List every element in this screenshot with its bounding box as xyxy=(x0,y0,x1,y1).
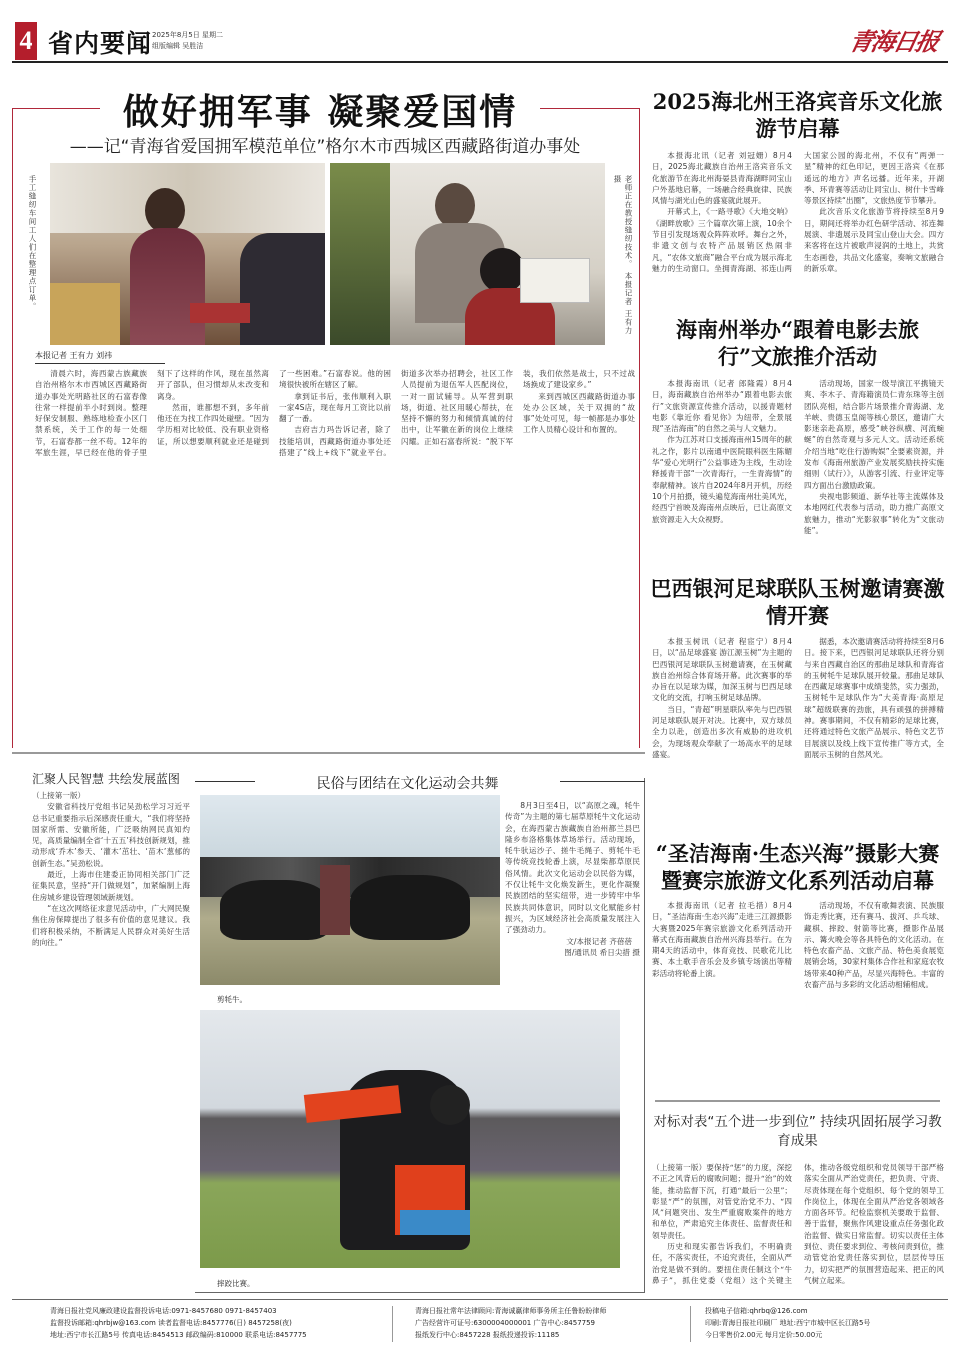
paragraph: 开幕式上，《一路寻歌》《大地交响》《湖畔放歌》三个篇章次第上演，10余个节目引发现场观众阵阵欢呼。舞台之外，非遗文创与农特产品展销区热闹非凡，“农体文旅商”融合平台成为展示海北魅力的生动窗口。坐拥青海湖、祁连山两大国家公园的海北州，不仅有“两弹一星”精神的红色印记，更因王洛宾《在那遥远的地方》声名远播。近年来，开湖季、环青赛等活动让同宝山、树什卡雪峰等景区持续“出圈”，文旅热度节节攀升。 xyxy=(652,151,944,273)
paragraph: 本报海南讯（记者 郎隆霞）8月4日，海南藏族自治州举办“跟着电影去旅行”文旅资源宣传推介活动，以援青题材电影《靠近你 看见你》为纽带，全景展现“圣洁海南”的自然之美与人文魅力。 xyxy=(652,379,792,434)
paragraph: “在这次网络征求意见活动中，广大网民聚焦住房保障提出了很多有价值的意见建议。我们将积极采纳，不断满足人民群众对美好生活的向往。” xyxy=(32,903,190,947)
article-photo-contest xyxy=(652,900,944,1095)
paragraph: 拿到证书后，张伟顺利入职一家4S店，现在每月工资比以前翻了一番。 xyxy=(279,391,391,424)
paragraph: 当日，“青超”明星联队率先与巴西银河足球联队展开对决。比赛中，双方球员全力以赴，创造出多次有威胁的进攻机会，为现场观众奉献了一场高水平的足球盛宴。 xyxy=(652,704,792,759)
article-people-wisdom xyxy=(32,790,190,1295)
footer-col-2 xyxy=(415,1305,695,1341)
credit-text: 文/本报记者 齐蓓蓓 xyxy=(566,936,632,946)
paragraph: 本报玉树讯（记者 程宦宁）8月4日，以“品足球盛宴 游江源玉树”为主题的巴西银河足球联队玉树邀请赛，在玉树藏族自治州综合体育场开幕。此次赛事的举办旨在以足球为媒，加深玉树与巴西足球文化的交流，打响玉树足球品牌。 xyxy=(652,637,792,703)
issue-date: 2025年8月5日 星期二 xyxy=(152,31,223,39)
footer-line: 地址:西宁市长江路5号 传真电话:8454513 邮政编码:810000 联系电话:8457775 xyxy=(50,1331,307,1339)
paragraph: 据悉，本次邀请赛活动将持续至8月6日。接下来，巴西银河足球联队还将分别与来自西藏自治区的那曲足球队和青海省的玉树牦牛足球队展开较量。那曲足球队在西藏足球赛事中成绩斐然，实力强劲，玉树牦牛足球队作为“大美青海·高原足球”超级联赛的劲旅，具有顽强的拼搏精神。赛事期间，不仅有精彩的足球比赛，还将通过特色文旅产品展示、特色文艺节目展演以及线上线下宣传推广等方式，全面展示玉树的自然风光。 xyxy=(804,637,944,759)
main-article-body xyxy=(35,368,635,746)
paragraph: 央视电影频道、新华社等主流媒体及本地网红代表参与活动，助力推广高原文旅魅力，推动“光影叙事”转化为“文旅动能”。 xyxy=(804,491,944,535)
photo-story-text xyxy=(505,800,640,958)
section-divider xyxy=(12,752,645,754)
article-five-steps xyxy=(652,1162,944,1297)
paragraph: （上接第一版） xyxy=(32,791,86,800)
footer-line: 监督投诉邮箱:qhrbjw@163.com 读者监督电话:8457776(日) 8457258(夜) xyxy=(50,1319,292,1327)
paragraph: 清晨六时，海西蒙古族藏族自治州格尔木市西城区西藏路街道办事处光明路社区的石富春像往常一样提前半小时到岗。整理好保安制服、熟练地检查小区门禁系统，关于工作的每一处细节，石富春都一丝不苟。12年的军旅生涯，早已经在他的骨子里刻下了这样的作风，现在虽然离开了部队，但习惯却从未改变和离身。 xyxy=(35,369,269,458)
paragraph: 此次音乐文化旅游节将持续至8月9日，期间还将举办红色研学活动、祁连舞展演、非遗展示及同宝山登山大会。四方来客将在这片被歌声浸润的土地上，共赏生态画卷，共品文化盛宴，奏响文旅融合的新乐章。 xyxy=(804,207,944,273)
paragraph: 活动现场，国家一级导演江平携镜天爽、李木子、青海籍演员仁青东珠等主创团队亮相，结合影片场景推介青海湖、龙羊峡、贵德玉皇阁等核心景区，邀请广大影迷亲赴高原，感受“峡谷纵横、河流蜿蜒”的自然奇观与多元人文。活动还系统介绍当地“吃住行游购娱”全要素资源，并发布《海南州旅游产业发展奖励扶持实施细则（试行）》，从游客引流、行业评定等四方面出台激励政策。 xyxy=(804,379,944,490)
main-subheadline: ——记“青海省爱国拥军模范单位”格尔木市西城区西藏路街道办事处 xyxy=(69,137,581,157)
section-title: 省内要闻 xyxy=(48,29,153,58)
footer-line: 青海日报社党风廉政建设监督投诉电话:0971-8457680 0971-8457403 xyxy=(50,1307,277,1315)
footer-line: 报纸发行中心:8457228 报纸投递投诉:11185 xyxy=(415,1331,560,1339)
paragraph: 作为江苏对口支援海南州15周年的献礼之作，影片以南通中医院眼科医生陈媚华“爱心光明行”公益事迹为主线，生动诠释援青干部“一次青海行，一生青海情”的奉献精神。该片自2024年8月开机，历经10个月拍摄，镜头遍览海南州壮美风光，经西宁首映及海南州点映后，已让高原文旅资源走入大众视野。 xyxy=(652,435,792,524)
footer-line: 广告经营许可证号:6300004000001 广告中心:8457759 xyxy=(415,1319,596,1327)
paragraph: 吉府吉力玛告诉记者，除了技能培训，西藏路街道办事处还搭建了“线上+线下”就业平台。街道多次举办招聘会，社区工作人员提前为退伍军人匹配岗位，一对一面试辅导。从军营到职场，街道、社区用暖心帮扶，在坚持不懈的努力和倾情真诚的付出中，让军徽在新的岗位上继续闪耀。正如石富春所说：“脱下军装，我们依然是战士，只不过战场换成了建设家乡。” xyxy=(279,369,635,458)
photo-yak-shearing xyxy=(200,795,500,985)
article-football-invitational xyxy=(652,636,944,811)
paragraph: 历史和现实都告诉我们，不明确责任，不落实责任，不追究责任，全面从严治党是做不到的。要扭住责任制这个“牛鼻子”，抓住党委（党组）这个关键主体，推动各级党组织和党员领导干部严格落实全面从严治党责任，把负责、守责、尽责体现在每个党组织、每个党的领导工作岗位上，体现在全面从严治党各领域各方面各环节。纪检监察机关要敢于监督、善于监督，聚焦作风建设重点任务强化政治监督、做实日常监督。切实以责任主体到位、责任要求到位、考核问责到位，推动管党治党责任落实到位，层层传导压力，切实把严的氛围营造起来、把正的风气树立起来。 xyxy=(652,1163,944,1285)
paragraph: （上接第一版）要保持“惩”的力度，深挖不正之风背后的腐败问题；提升“治”的效能，推动监督下沉，打通“最后一公里”；彰显“严”的氛围，对管党治党不力、“四风”问题突出、发生严重腐败案件的地方和单位，严肃追究主体责任、监督责任和领导责任。 xyxy=(652,1163,792,1240)
footer-line: 今日零售价2.00元 每月定价:50.00元 xyxy=(705,1331,823,1339)
paragraph: 然而，谁都想不到，多年前他还在为找工作四处碰壁。“因为学历相对比较低、没有职业资格证，所以想要顺利就业还是碰到了一些困难。”石富春说。他的困境很快被所在辖区了解。 xyxy=(157,369,391,446)
article-film-tourism xyxy=(652,378,944,543)
paragraph: 活动现场，不仅有歌舞表演、民族服饰走秀比赛，还有赛马、拔河、乒乓球、藏棋、摔跤、射箭等比赛，摄影作品展示、篝火晚会等各具特色的文化活动。在特色农畜产品、文旅产品、特色美食展览展销会场，30家村集体合作社和家庭农牧场带来40种产品，尽显兴海特色。丰富的农畜产品与多彩的文化活动相辅相成。 xyxy=(804,901,944,990)
editor: 组版编辑 吴胜洁 xyxy=(152,42,204,50)
footer-line: 青海日报社常年法律顾问:青海诚赢律师事务所主任鲁盼盼律师 xyxy=(415,1307,607,1315)
credit-photo: 图/通讯员 希日尖措 摄 xyxy=(564,947,640,957)
photo-caption-left: 手工缝纫车间工人们在整理点订单。 xyxy=(28,175,37,311)
main-byline: 本报记者 王有力 刘祎 xyxy=(35,350,165,364)
headline-film-tourism: 海南州举办“跟着电影去旅行”文旅推介活动 xyxy=(675,317,920,369)
divider xyxy=(655,1100,940,1102)
paragraph: 本报海北讯（记者 刘冠姗）8月4日，2025海北藏族自治州王洛宾音乐文化旅游节在海北州海晏县青海湖畔同宝山户外基地启幕，一场融合经典旋律、民族风情与湖光山色的盛宴就此展开。 xyxy=(652,151,792,206)
headline-wangluobin-festival: 2025海北州王洛宾音乐文化旅游节启幕 xyxy=(652,89,943,141)
footer-rule xyxy=(12,1299,948,1300)
photo-caption-right: 老师正在教授缝纫技术。 本报记者 王有力 摄 xyxy=(613,175,633,335)
paragraph: 来到西城区西藏路街道办事处办公区域，关于双拥的“故事”处处可见，每一帧都是办事处工作人员精心设计和布置的。 xyxy=(523,391,635,435)
footer-col-3 xyxy=(705,1305,955,1341)
paragraph: 8月3日至4日，以“高原之魂，牦牛传奇”为主题的第七届草原牦牛文化运动会，在海西蒙古族藏族自治州都兰县巴隆乡布洛格集体草场举行。活动现场，牦牛驮运沙子、搓牛毛绳子、剪牦牛毛等传统竞技轮番上演，尽显柴都草原民俗风情。此次文化运动会以民俗为媒，不仅让牦牛文化焕发新生，更化作凝聚民族团结的坚实纽带，进一步铸牢中华民族共同体意识，同时以文化赋能乡村振兴，为区域经济社会高质量发展注入了强劲动力。 xyxy=(505,801,640,935)
headline-five-steps: 对标对表“五个进一步到位” 持续巩固拓展学习教育成果 xyxy=(653,1114,942,1149)
header-rule xyxy=(12,61,948,63)
paragraph: 本报海南讯（记者 拉毛措）8月4日，“圣洁海南·生态兴海”走进三江源摄影大赛暨2025年赛宗旅游文化系列活动开幕式在海南藏族自治州兴海县举行。在为期4天的活动中，体育竞技、民歌花儿比赛、本土歌手音乐会及乡镇专场演出等精彩活动将轮番上演。 xyxy=(652,901,792,978)
page-number: 4 xyxy=(15,22,37,60)
footer-line: 印刷:青海日报社印刷厂 地址:西宁市城中区长江路5号 xyxy=(705,1319,871,1327)
photo-sewing-workshop xyxy=(50,163,325,345)
photo-sewing-lesson xyxy=(330,163,605,345)
paragraph: 最近，上海市住建委正协同相关部门广泛征集民意，坚持“开门做规划”，加紧编制上海住房城乡建设管理领域新规划。 xyxy=(32,870,190,902)
newspaper-logo: 青海日报 xyxy=(846,27,941,56)
issue-meta xyxy=(152,30,223,52)
photo-story-title: 民俗与团结在文化运动会共舞 xyxy=(316,776,499,792)
photo-caption-yak: 剪牦牛。 xyxy=(217,995,247,1004)
headline-football-invitational: 巴西银河足球联队玉树邀请赛激情开赛 xyxy=(650,576,945,628)
article-wangluobin-festival xyxy=(652,150,944,305)
photo-caption-wrestling: 摔跤比赛。 xyxy=(217,1279,255,1288)
paragraph: 安徽省科技厅党组书记吴劲松学习习近平总书记重要指示后深感责任重大，“我们将坚持国家所需、安徽所能，广泛吸纳网民真知灼见，高质量编制全省‘十五五’科技创新规划，推动形成‘乔木’参天、‘灌木’茁壮、‘苗木’葱郁的创新生态。”吴劲松说。 xyxy=(32,802,190,868)
footer-col-1 xyxy=(50,1305,390,1341)
footer-line: 投稿电子信箱:qhrbq@126.com xyxy=(705,1307,808,1315)
photo-wrestling-match xyxy=(200,1010,620,1268)
main-headline: 做好拥军事 凝聚爱国情 xyxy=(100,84,540,135)
headline-photo-contest: “圣洁海南·生态兴海”摄影大赛暨赛宗旅游文化系列活动启幕 xyxy=(655,841,940,893)
headline-people-wisdom: 汇聚人民智慧 共绘发展蓝图 xyxy=(32,772,180,786)
